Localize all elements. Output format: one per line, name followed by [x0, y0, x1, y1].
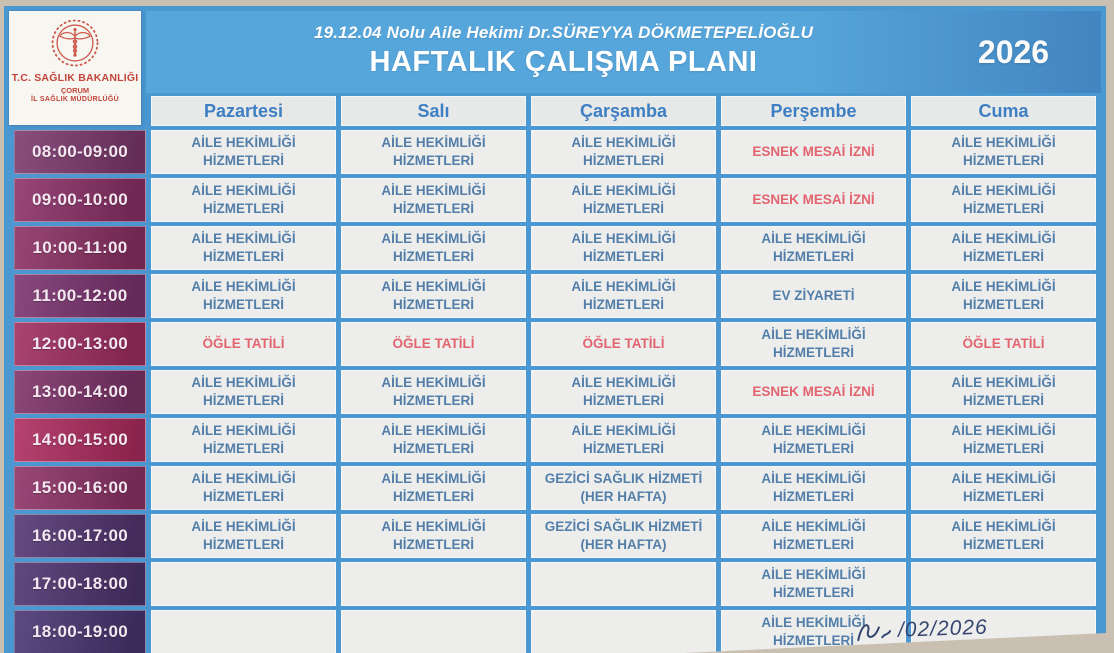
ministry-name: T.C. SAĞLIK BAKANLIĞI	[11, 72, 139, 84]
schedule-cell: AİLE HEKİMLİĞİ HİZMETLERİ	[151, 274, 336, 318]
caduceus-icon	[50, 18, 100, 68]
time-slot-label: 18:00-19:00	[14, 610, 146, 653]
schedule-cell: AİLE HEKİMLİĞİ HİZMETLERİ	[151, 130, 336, 174]
schedule-cell: AİLE HEKİMLİĞİ HİZMETLERİ	[911, 130, 1096, 174]
handwritten-date-text: /02/2026	[897, 615, 989, 642]
schedule-cell: AİLE HEKİMLİĞİ HİZMETLERİ	[341, 130, 526, 174]
schedule-cell	[341, 562, 526, 606]
schedule-cell: AİLE HEKİMLİĞİ HİZMETLERİ	[151, 226, 336, 270]
header-band	[146, 11, 1101, 93]
schedule-cell: AİLE HEKİMLİĞİ HİZMETLERİ	[911, 370, 1096, 414]
time-slot-label: 08:00-09:00	[14, 130, 146, 174]
table-row	[14, 130, 1096, 174]
schedule-cell: AİLE HEKİMLİĞİ HİZMETLERİ	[341, 514, 526, 558]
schedule-cell	[531, 610, 716, 653]
signature-scribble-icon	[852, 617, 895, 646]
schedule-cell: ESNEK MESAİ İZNİ	[721, 178, 906, 222]
time-slot-label: 16:00-17:00	[14, 514, 146, 558]
day-header: Cuma	[911, 96, 1096, 126]
schedule-cell: AİLE HEKİMLİĞİ HİZMETLERİ	[911, 514, 1096, 558]
header-center	[146, 11, 926, 93]
time-slot-label: 12:00-13:00	[14, 322, 146, 366]
schedule-cell: AİLE HEKİMLİĞİ HİZMETLERİ	[341, 226, 526, 270]
schedule-cell: AİLE HEKİMLİĞİ HİZMETLERİ	[721, 418, 906, 462]
schedule-cell: AİLE HEKİMLİĞİ HİZMETLERİ	[721, 562, 906, 606]
schedule-cell: AİLE HEKİMLİĞİ HİZMETLERİ	[341, 178, 526, 222]
time-slot-label: 09:00-10:00	[14, 178, 146, 222]
schedule-cell: AİLE HEKİMLİĞİ HİZMETLERİ	[151, 514, 336, 558]
schedule-cell	[151, 562, 336, 606]
schedule-cell	[531, 562, 716, 606]
schedule-cell: AİLE HEKİMLİĞİ HİZMETLERİ	[721, 466, 906, 510]
schedule-cell: AİLE HEKİMLİĞİ HİZMETLERİ	[531, 178, 716, 222]
table-row	[14, 178, 1096, 222]
schedule-cell: AİLE HEKİMLİĞİ HİZMETLERİ	[911, 418, 1096, 462]
schedule-cell: ÖĞLE TATİLİ	[151, 322, 336, 366]
day-header-row	[14, 96, 1096, 126]
schedule-cell: GEZİCİ SAĞLIK HİZMETİ (HER HAFTA)	[531, 466, 716, 510]
schedule-cell: AİLE HEKİMLİĞİ HİZMETLERİ	[721, 226, 906, 270]
table-row	[14, 370, 1096, 414]
year-panel	[926, 11, 1101, 93]
schedule-cell: AİLE HEKİMLİĞİ HİZMETLERİ	[531, 370, 716, 414]
time-slot-label: 10:00-11:00	[14, 226, 146, 270]
doctor-header-line: 19.12.04 Nolu Aile Hekimi Dr.SÜREYYA DÖKMETEPELİOĞLU	[313, 23, 814, 42]
day-header: Pazartesi	[151, 96, 336, 126]
schedule-cell: GEZİCİ SAĞLIK HİZMETİ (HER HAFTA)	[531, 514, 716, 558]
schedule-cell: ÖĞLE TATİLİ	[531, 322, 716, 366]
table-row	[14, 322, 1096, 366]
schedule-cell	[911, 562, 1096, 606]
time-slot-label: 15:00-16:00	[14, 466, 146, 510]
schedule-cell	[151, 610, 336, 653]
time-slot-label: 11:00-12:00	[14, 274, 146, 318]
schedule-cell: AİLE HEKİMLİĞİ HİZMETLERİ	[151, 370, 336, 414]
schedule-cell: AİLE HEKİMLİĞİ HİZMETLERİ	[151, 466, 336, 510]
schedule-body	[14, 130, 1096, 653]
schedule-cell: AİLE HEKİMLİĞİ HİZMETLERİ	[911, 466, 1096, 510]
schedule-cell: AİLE HEKİMLİĞİ HİZMETLERİ	[341, 418, 526, 462]
table-row	[14, 466, 1096, 510]
schedule-cell: AİLE HEKİMLİĞİ HİZMETLERİ	[531, 226, 716, 270]
table-row	[14, 514, 1096, 558]
handwritten-date	[852, 614, 989, 647]
province-name: ÇORUM	[60, 86, 90, 95]
table-row	[14, 418, 1096, 462]
schedule-cell: AİLE HEKİMLİĞİ HİZMETLERİ	[151, 418, 336, 462]
table-row	[14, 274, 1096, 318]
day-header: Salı	[341, 96, 526, 126]
ministry-logo-box	[9, 11, 141, 125]
day-header: Perşembe	[721, 96, 906, 126]
schedule-cell: AİLE HEKİMLİĞİ HİZMETLERİ	[341, 370, 526, 414]
schedule-cell: AİLE HEKİMLİĞİ HİZMETLERİ	[151, 178, 336, 222]
schedule-cell	[341, 610, 526, 653]
time-slot-label: 13:00-14:00	[14, 370, 146, 414]
year-label: 2026	[977, 33, 1050, 70]
schedule-cell: AİLE HEKİMLİĞİ HİZMETLERİ	[531, 130, 716, 174]
schedule-cell: ESNEK MESAİ İZNİ	[721, 130, 906, 174]
schedule-cell: AİLE HEKİMLİĞİ HİZMETLERİ	[911, 178, 1096, 222]
schedule-cell: AİLE HEKİMLİĞİ HİZMETLERİ	[531, 418, 716, 462]
schedule-cell: AİLE HEKİMLİĞİ HİZMETLERİ	[341, 466, 526, 510]
time-slot-label: 14:00-15:00	[14, 418, 146, 462]
schedule-cell: ÖĞLE TATİLİ	[341, 322, 526, 366]
schedule-cell: EV ZİYARETİ	[721, 274, 906, 318]
schedule-cell: AİLE HEKİMLİĞİ HİZMETLERİ	[531, 274, 716, 318]
schedule-cell: ÖĞLE TATİLİ	[911, 322, 1096, 366]
schedule-cell: AİLE HEKİMLİĞİ HİZMETLERİ	[911, 226, 1096, 270]
page-title: HAFTALIK ÇALIŞMA PLANI	[369, 46, 758, 78]
schedule-document	[4, 6, 1106, 653]
schedule-table	[9, 92, 1101, 653]
schedule-cell: ESNEK MESAİ İZNİ	[721, 370, 906, 414]
time-slot-label: 17:00-18:00	[14, 562, 146, 606]
directorate-name: İL SAĞLIK MÜDÜRLÜĞÜ	[30, 96, 119, 103]
schedule-cell: AİLE HEKİMLİĞİ HİZMETLERİ	[721, 610, 906, 653]
schedule-cell: AİLE HEKİMLİĞİ HİZMETLERİ	[721, 514, 906, 558]
schedule-cell: AİLE HEKİMLİĞİ HİZMETLERİ	[911, 274, 1096, 318]
day-header: Çarşamba	[531, 96, 716, 126]
table-row	[14, 226, 1096, 270]
table-row	[14, 562, 1096, 606]
schedule-cell: AİLE HEKİMLİĞİ HİZMETLERİ	[341, 274, 526, 318]
schedule-cell: AİLE HEKİMLİĞİ HİZMETLERİ	[721, 322, 906, 366]
